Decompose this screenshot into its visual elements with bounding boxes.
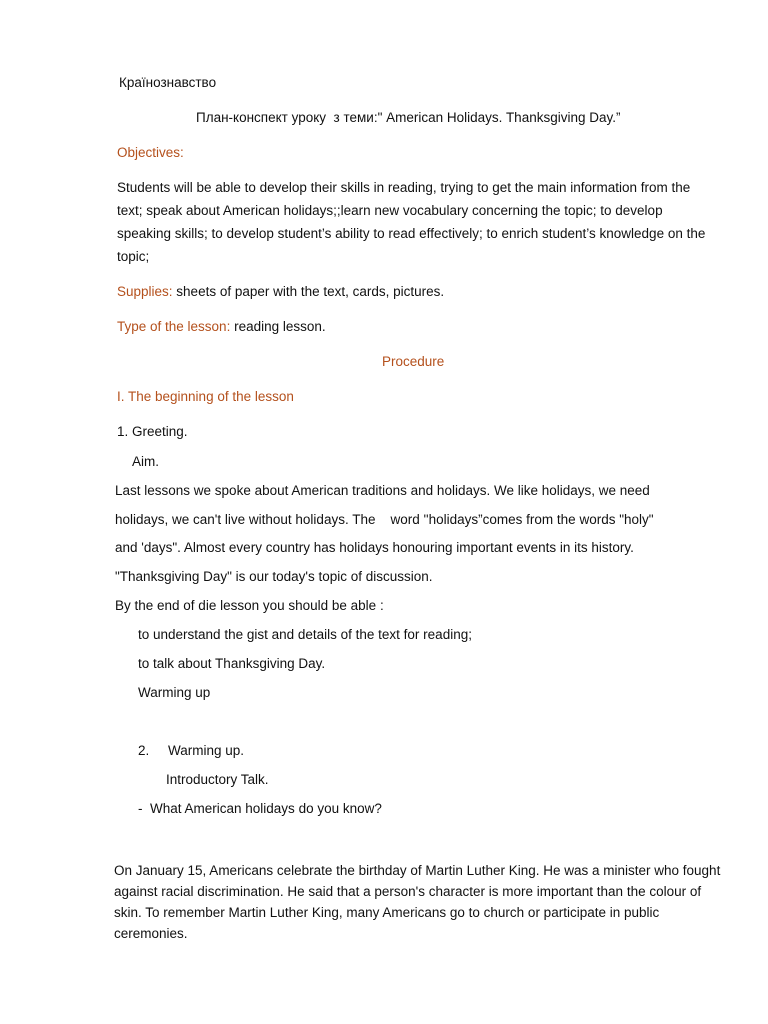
lesson-type-line [117,320,326,334]
goal-item: Warming up [138,685,211,700]
step-1-greeting: 1. Greeting. [117,424,188,439]
section-1-heading: I. The beginning of the lesson [117,389,294,404]
supplies-text: sheets of paper with the text, cards, pictures. [172,284,445,299]
lesson-type-text: reading lesson. [230,319,326,334]
question-item: - What American holidays do you know? [138,801,382,816]
objectives-text: Students will be able to develop their skills in reading, trying to get the main information from the text; speak about American holidays;;learn new vocabulary concerning the topic; to develop speaking skills; to develop student’s ability to read effectively; to enrich student’s knowledge on the topic; [117,180,706,264]
body-line: and 'days". Almost every country has holidays honouring important events in its history. [115,540,634,555]
introductory-talk: Introductory Talk. [166,772,269,787]
supplies-line [117,285,444,299]
body-line: "Thanksgiving Day" is our today's topic of discussion. [115,569,433,584]
plan-title: План-конспект уроку з теми:" American Holidays. Thanksgiving Day.” [196,110,621,125]
supplies-label: Supplies: [117,284,173,299]
objectives-label: Objectives: [117,145,184,160]
document-heading: Країнознавство [119,75,217,90]
lesson-type-label: Type of the lesson: [117,319,231,334]
body-line: By the end of die lesson you should be able : [115,598,384,613]
aim-label: Aim. [132,454,159,469]
goal-item: to talk about Thanksgiving Day. [138,656,326,671]
goal-item: to understand the gist and details of the text for reading; [138,627,472,642]
mlk-paragraph: On January 15, Americans celebrate the birthday of Martin Luther King. He was a minister who fought against racial discrimination. He said that a person's character is more important than the colour of skin. To remember Martin Luther King, many Americans go to church or participate in public ceremonies. [114,863,721,941]
step-2-warming-up: 2. Warming up. [138,743,245,758]
procedure-heading: Procedure [382,354,445,369]
body-line: Last lessons we spoke about American traditions and holidays. We like holidays, we need [115,483,650,498]
body-line: holidays, we can't live without holidays. The word ''holidays”comes from the words "holy" [115,512,654,527]
